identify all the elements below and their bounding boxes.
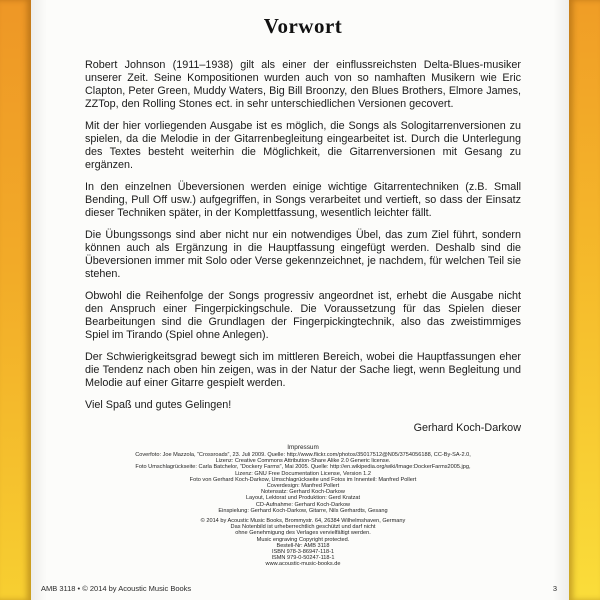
foreword-text bbox=[85, 59, 521, 435]
impressum-publisher-line: Bestell-Nr: AMB 3118 bbox=[276, 542, 330, 549]
paragraph-4: Die Übungssongs sind aber nicht nur ein notwendiges Übel, das zum Ziel führt, sondern können auch als Ergänzung in die Hauptfassung eingefügt werden. Deshalb sind die Übeversionen immer mit Solo oder Verse gekennzeichnet, je nachdem, für welchen Teil sie stehen. bbox=[85, 229, 521, 280]
impressum-credit-line: Foto von Gerhard Koch-Darkow, Umschlagrückseite und Fotos im Innenteil: Manfred Pollert bbox=[189, 476, 417, 483]
footer-page-number: 3 bbox=[552, 584, 557, 593]
footer-edition-info: AMB 3118 • © 2014 by Acoustic Music Books bbox=[41, 584, 192, 593]
impressum-publisher-line: Music engraving Copyright protected. bbox=[256, 536, 350, 543]
impressum-publisher-line: ohne Genehmigung des Verlages vervielfältigt werden. bbox=[235, 530, 371, 537]
impressum-credit-line: Coverdesign: Manfred Pollert bbox=[266, 483, 340, 490]
impressum-publisher-line: © 2014 by Acoustic Music Books, Brommystr. 64, 26384 Wilhelmshaven, Germany bbox=[200, 518, 406, 525]
paragraph-5: Obwohl die Reihenfolge der Songs progressiv angeordnet ist, erhebt die Ausgabe nicht den Anspruch einer Fingerpickingschule. Die Voraussetzung für das Spielen dieser Bearbeitungen sind die Grundlagen der Fingerpickingtechnik, also das zweistimmiges Spiel im Tirando (Spiel ohne Anlegen). bbox=[85, 290, 521, 341]
impressum-credit-line: Foto Umschlagrückseite: Carla Batchelor, “Dockery Farms”, Mai 2005. Quelle: http://en.wikipedia.org/wiki/Image:DockerFarms2005.jpg, Lizenz: GNU Free Documentation License, Version 1.2 bbox=[135, 464, 471, 477]
book-cover-edge-left bbox=[0, 0, 31, 600]
paragraph-6: Der Schwierigkeitsgrad bewegt sich im mittleren Bereich, wobei die Hauptfassungen eher die Tendenz nach oben hin zeigen, was in der Natur der Sache liegt, wenn Begleitung und Melodie auf einer Gitarre gespielt werden. bbox=[85, 351, 521, 389]
paragraph-3: In den einzelnen Übeversionen werden einige wichtige Gitarrentechniken (z.B. Small Bending, Pull Off usw.) aufgegriffen, in Songs verarbeitet und vertieft, so dass der Einsatz dieser Techniken später, in der Komplettfassung, wesentlich leichter fällt. bbox=[85, 181, 521, 219]
paragraph-1: Robert Johnson (1911–1938) gilt als einer der einflussreichsten Delta-Blues-musiker unserer Zeit. Seine Kompositionen wurden auch von so namhaften Musikern wie Eric Clapton, Peter Green, Muddy Waters, Big Bill Broonzy, den Blues Brothers, Elmore James, ZZTop, den Rolling Stones ect. in sehr unterschiedlichen Versionen gecovert. bbox=[85, 59, 521, 110]
paragraph-2: Mit der hier vorliegenden Ausgabe ist es möglich, die Songs als Sologitarrenversionen zu spielen, da die Melodie in der Gitarrenbegleitung eingearbeitet ist. Durch die Unterlegung des Textes besteht weiterhin die Möglichkeit, die Gitarrenversionen mit Gesang zu ergänzen. bbox=[85, 120, 521, 171]
page-content bbox=[31, 0, 569, 600]
impressum-block bbox=[131, 444, 476, 568]
impressum-credit-line: Notensatz: Gerhard Koch-Darkow bbox=[261, 489, 345, 496]
closing-line: Viel Spaß und gutes Gelingen! bbox=[85, 399, 232, 411]
impressum-website: www.acoustic-music-books.de bbox=[265, 561, 341, 568]
book-cover-edge-right bbox=[569, 0, 600, 600]
impressum-publisher-line: ISMN 979-0-50247-118-1 bbox=[271, 555, 335, 562]
impressum-publisher-line: Das Notenbild ist urheberrechtlich geschützt und darf nicht bbox=[230, 524, 376, 531]
author-signature: Gerhard Koch-Darkow bbox=[413, 422, 521, 434]
impressum-heading: Impressum bbox=[287, 444, 319, 451]
impressum-publisher-line: ISBN 978-3-86947-118-1 bbox=[271, 549, 335, 556]
impressum-credit-line: Layout, Lektorat und Produktion: Gerd Kratzat bbox=[245, 495, 361, 502]
impressum-credit-line: CD-Aufnahme: Gerhard Koch-Darkow bbox=[255, 501, 351, 508]
page-title: Vorwort bbox=[263, 14, 343, 38]
impressum-credit-line: Coverfoto: Joe Mazzola, “Crossroads”, 23. Juli 2009. Quelle: http://www.flickr.com/photos/35017512@N05/3754056188, CC-By-SA-2.0, Lizenz: Creative Commons Attribution-Share Alike 2.0 Generic license. bbox=[135, 452, 471, 465]
impressum-credit-line: Einspielung: Gerhard Koch-Darkow, Gitarre, Nils Gerhardts, Gesang bbox=[218, 507, 388, 514]
page-footer bbox=[41, 584, 557, 593]
